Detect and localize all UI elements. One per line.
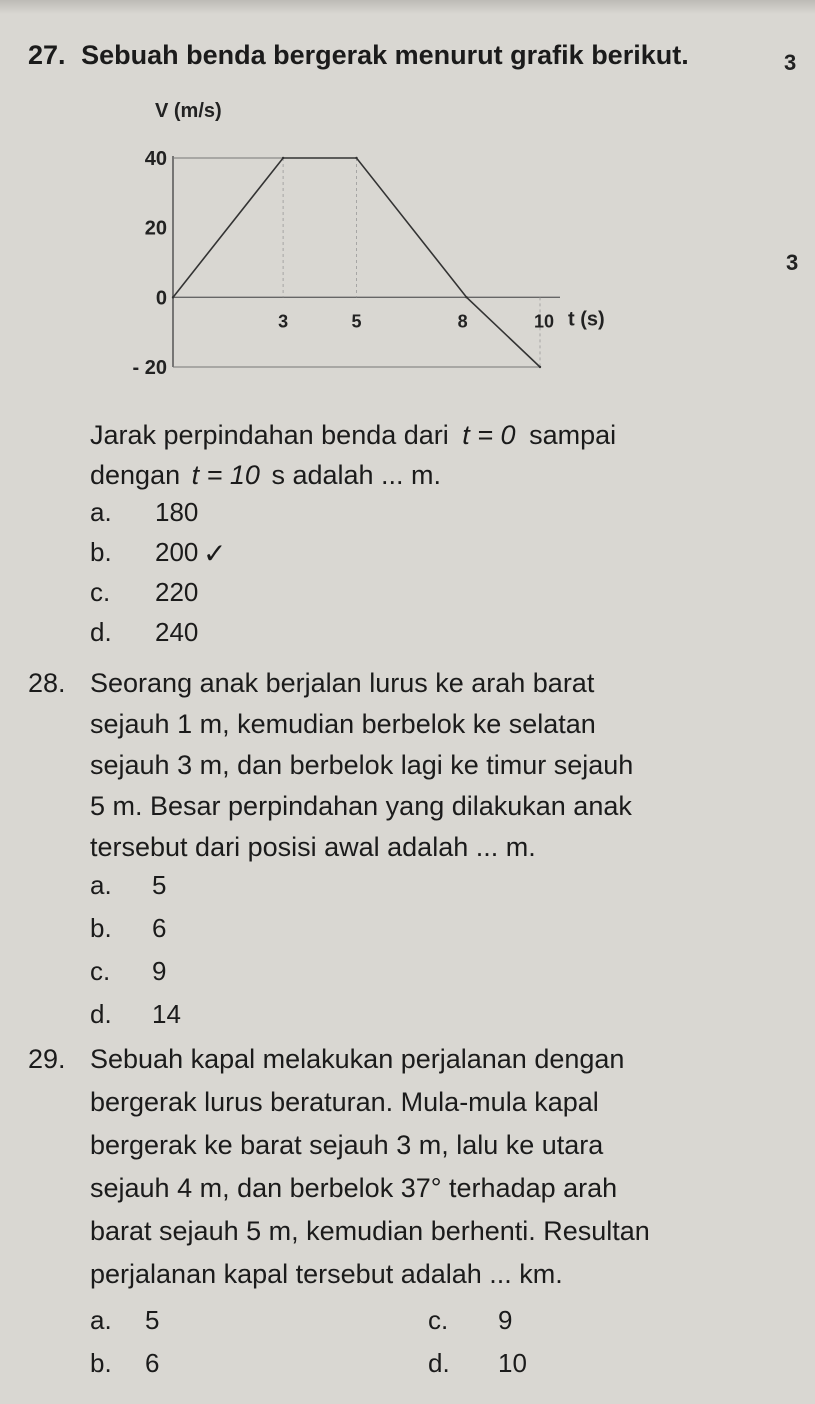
- x-tick-label: 8: [457, 311, 468, 332]
- x-axis-label: t (s): [568, 308, 605, 331]
- option-letter: a.: [90, 497, 112, 527]
- q27-title: Sebuah benda bergerak menurut grafik berikut.: [81, 40, 689, 70]
- data-point-t10: [539, 366, 541, 368]
- data-point-t8: [465, 296, 467, 298]
- q29-number: 29.: [28, 1044, 66, 1074]
- q27-option-c[interactable]: [90, 577, 199, 608]
- option-letter: c.: [90, 577, 111, 607]
- q28-option-a[interactable]: [90, 870, 167, 901]
- q29-line-1: Sebuah kapal melakukan perjalanan dengan: [90, 1044, 625, 1074]
- q27-option-a[interactable]: [90, 497, 199, 528]
- data-point-t5: [355, 157, 357, 159]
- option-letter: d.: [90, 617, 112, 647]
- checkmark-icon: ✓: [203, 538, 227, 569]
- q27-var-t0: t = 0: [462, 420, 516, 450]
- q29-line-4: sejauh 4 m, dan berbelok 37° terhadap arah: [90, 1173, 618, 1203]
- option-value: 240: [155, 617, 199, 647]
- option-value: 220: [155, 577, 199, 607]
- q28-line-1: Seorang anak berjalan lurus ke arah barat: [90, 668, 595, 698]
- option-value: 9: [152, 956, 167, 986]
- q29-line-5: barat sejauh 5 m, kemudian berhenti. Resultan: [90, 1216, 650, 1246]
- option-value: 5: [145, 1305, 160, 1335]
- q29-option-b[interactable]: [90, 1348, 160, 1379]
- q27-heading: [28, 40, 689, 71]
- option-value: 200: [155, 537, 199, 567]
- option-value: 10: [498, 1348, 527, 1378]
- q27-line2: [90, 460, 441, 491]
- q28-option-b[interactable]: [90, 913, 167, 944]
- q27-var-t10: t = 10: [191, 460, 260, 490]
- option-letter: b.: [90, 913, 112, 943]
- option-value: 5: [152, 870, 167, 900]
- option-letter: b.: [90, 1348, 112, 1378]
- data-point-t0: [172, 296, 174, 298]
- chart-layer: [133, 100, 605, 379]
- option-letter: c.: [90, 956, 111, 986]
- option-letter: d.: [90, 999, 112, 1029]
- side-mark-top: 3: [784, 50, 797, 75]
- q28-number: 28.: [28, 668, 66, 698]
- option-letter: a.: [90, 1305, 112, 1335]
- q27-number: 27.: [28, 40, 66, 70]
- q29-line-2: bergerak lurus beraturan. Mula-mula kapal: [90, 1087, 599, 1117]
- q27-line1-end: sampai: [529, 420, 617, 450]
- q28-option-d[interactable]: [90, 999, 181, 1030]
- x-tick-label: 3: [278, 311, 289, 332]
- y-tick-label: - 20: [132, 357, 167, 379]
- y-axis-label: V (m/s): [155, 100, 222, 122]
- x-tick-label: 5: [351, 311, 362, 332]
- q29-line-6: perjalanan kapal tersebut adalah ... km.: [90, 1259, 563, 1289]
- velocity-time-chart: [100, 85, 660, 395]
- y-tick-label: 40: [144, 148, 167, 170]
- option-value: 9: [498, 1305, 513, 1335]
- option-value: 6: [145, 1348, 160, 1378]
- q27-option-d[interactable]: [90, 617, 199, 648]
- option-letter: a.: [90, 870, 112, 900]
- option-value: 14: [152, 999, 181, 1029]
- q27-line1-text: Jarak perpindahan benda dari: [90, 420, 449, 450]
- option-value: 180: [155, 497, 199, 527]
- option-letter: c.: [428, 1305, 449, 1335]
- option-value: 6: [152, 913, 167, 943]
- q27-line1: [90, 420, 616, 451]
- q29-line-3: bergerak ke barat sejauh 3 m, lalu ke utara: [90, 1130, 604, 1160]
- x-tick-label: 10: [533, 311, 555, 332]
- q27-line2-text: dengan: [90, 460, 181, 490]
- option-letter: d.: [428, 1348, 450, 1378]
- q28-line-5: tersebut dari posisi awal adalah ... m.: [90, 832, 536, 862]
- y-tick-label: 20: [144, 217, 167, 240]
- q29-option-a[interactable]: [90, 1305, 160, 1336]
- q29-option-c[interactable]: [428, 1305, 513, 1336]
- q29-option-d[interactable]: [428, 1348, 527, 1379]
- option-letter: b.: [90, 537, 112, 567]
- q28-line-3: sejauh 3 m, dan berbelok lagi ke timur sejauh: [90, 750, 634, 780]
- page-top-edge: [0, 0, 815, 14]
- q28-line-4: 5 m. Besar perpindahan yang dilakukan anak: [90, 791, 632, 821]
- q28-option-c[interactable]: [90, 956, 167, 987]
- q27-line2-end: s adalah ... m.: [271, 460, 442, 490]
- q27-option-b[interactable]: [90, 537, 227, 569]
- q28-line-2: sejauh 1 m, kemudian berbelok ke selatan: [90, 709, 596, 739]
- data-point-t3: [282, 157, 284, 159]
- y-tick-label: 0: [155, 287, 167, 310]
- side-mark-mid: 3: [786, 250, 799, 275]
